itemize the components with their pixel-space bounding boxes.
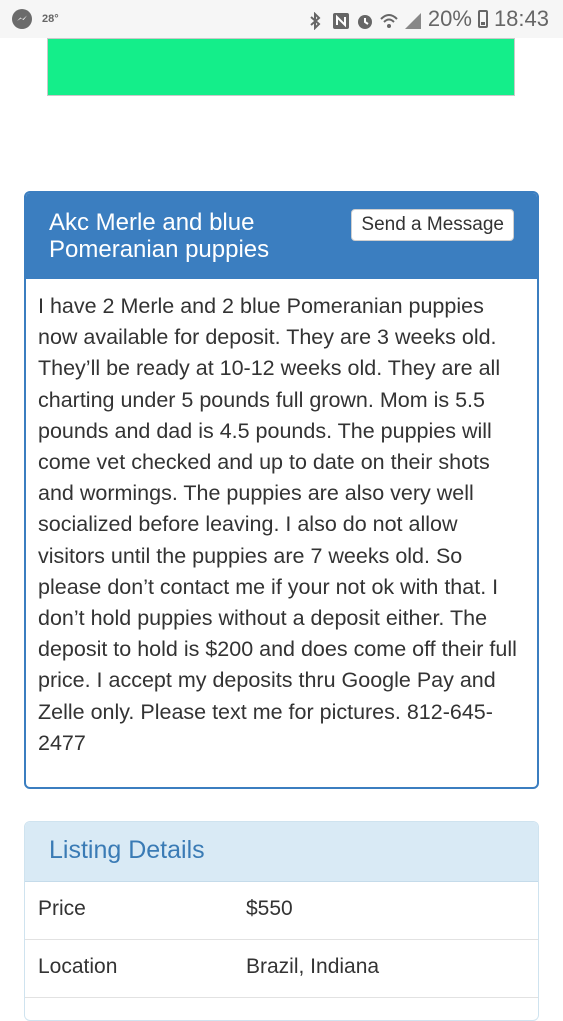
battery-percent-text: 20% [427,6,472,31]
detail-label: Location [38,955,118,978]
bluetooth-icon [308,10,326,28]
listing-title: Akc Merle and blue Pomeranian puppies [49,209,270,263]
alarm-icon [356,10,374,28]
wifi-icon [380,10,398,28]
detail-value: $550 [246,897,293,920]
send-message-button[interactable]: Send a Message [351,209,514,241]
status-bar [0,0,563,38]
battery-icon [478,10,488,28]
signal-icon [404,10,422,28]
clock-text: 18:43 [493,6,549,31]
detail-label: Price [38,897,86,920]
detail-value: Brazil, Indiana [246,955,380,978]
status-left [12,9,59,29]
listing-card [24,191,539,789]
detail-row-price [25,882,538,940]
ad-banner[interactable] [47,38,515,96]
listing-details-title: Listing Details [49,836,205,864]
nfc-icon [332,10,350,28]
status-right [308,6,549,32]
listing-details-header [25,822,538,882]
temperature-text: 28° [42,13,59,25]
listing-details-panel [24,821,539,1021]
listing-description: I have 2 Merle and 2 blue Pomeranian puppies now available for deposit. They are 3 weeks old. They’ll be ready at 10-12 weeks old. They are all charting under 5 pounds full grown. Mom is 5.5 pounds and dad is 4.5 pounds. The puppies will come vet checked and up to date on their shots and wormings. The puppies are also very well socialized before leaving. I also do not allow visitors until the puppies are 7 weeks old. So please don’t contact me if your not ok with that. I don’t hold puppies without a deposit either. The deposit to hold is $200 and does come off their full price. I accept my deposits thru Google Pay and Zelle only. Please text me for pictures. 812-645-2477 [38,294,517,755]
listing-header [26,193,537,279]
messenger-icon [12,9,32,29]
detail-row-location [25,940,538,998]
